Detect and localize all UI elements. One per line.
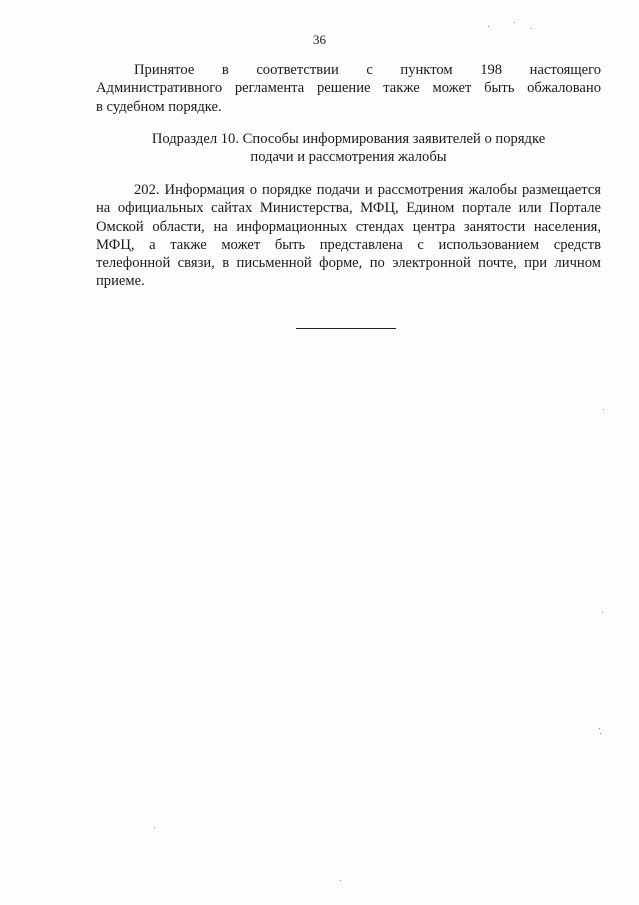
subsection-heading [96, 130, 601, 167]
paragraph-line: в судебном порядке. [96, 98, 222, 115]
scan-speck [602, 612, 603, 613]
scan-speck [603, 409, 604, 410]
paragraph-line: МФЦ, а также может быть представлена с использованием средств [96, 236, 601, 253]
scan-speck [154, 827, 155, 828]
scan-speck [531, 28, 532, 29]
paragraph-line: на официальных сайтах Министерства, МФЦ, Едином портале или Портале [96, 200, 601, 217]
scan-speck [340, 880, 341, 881]
paragraph-line: Принятое в соответствии с пунктом 198 настоящего [134, 62, 601, 78]
scan-speck [514, 22, 515, 23]
heading-line: Подраздел 10. Способы информирования заявителей о порядке [151, 131, 546, 147]
paragraph-line: Административного регламента решение также может быть обжаловано [96, 80, 601, 97]
paragraph-line: телефонной связи, в письменной форме, по электронной почте, при личном [96, 255, 601, 272]
end-of-document-rule [296, 328, 396, 329]
paragraph-line: Омской области, на информационных стендах центра занятости населения, [96, 218, 601, 235]
paragraph-line: приеме. [96, 273, 145, 290]
scan-speck [600, 733, 601, 734]
heading-line: подачи и рассмотрения жалобы [250, 149, 447, 166]
paragraph-appeal-court [96, 61, 601, 116]
scan-speck [488, 26, 489, 27]
scan-speck [599, 728, 600, 729]
paragraph-202 [96, 181, 601, 291]
page-number: 36 [313, 32, 326, 47]
paragraph-line: 202. Информация о порядке подачи и рассмотрения жалобы размещается [134, 182, 601, 198]
